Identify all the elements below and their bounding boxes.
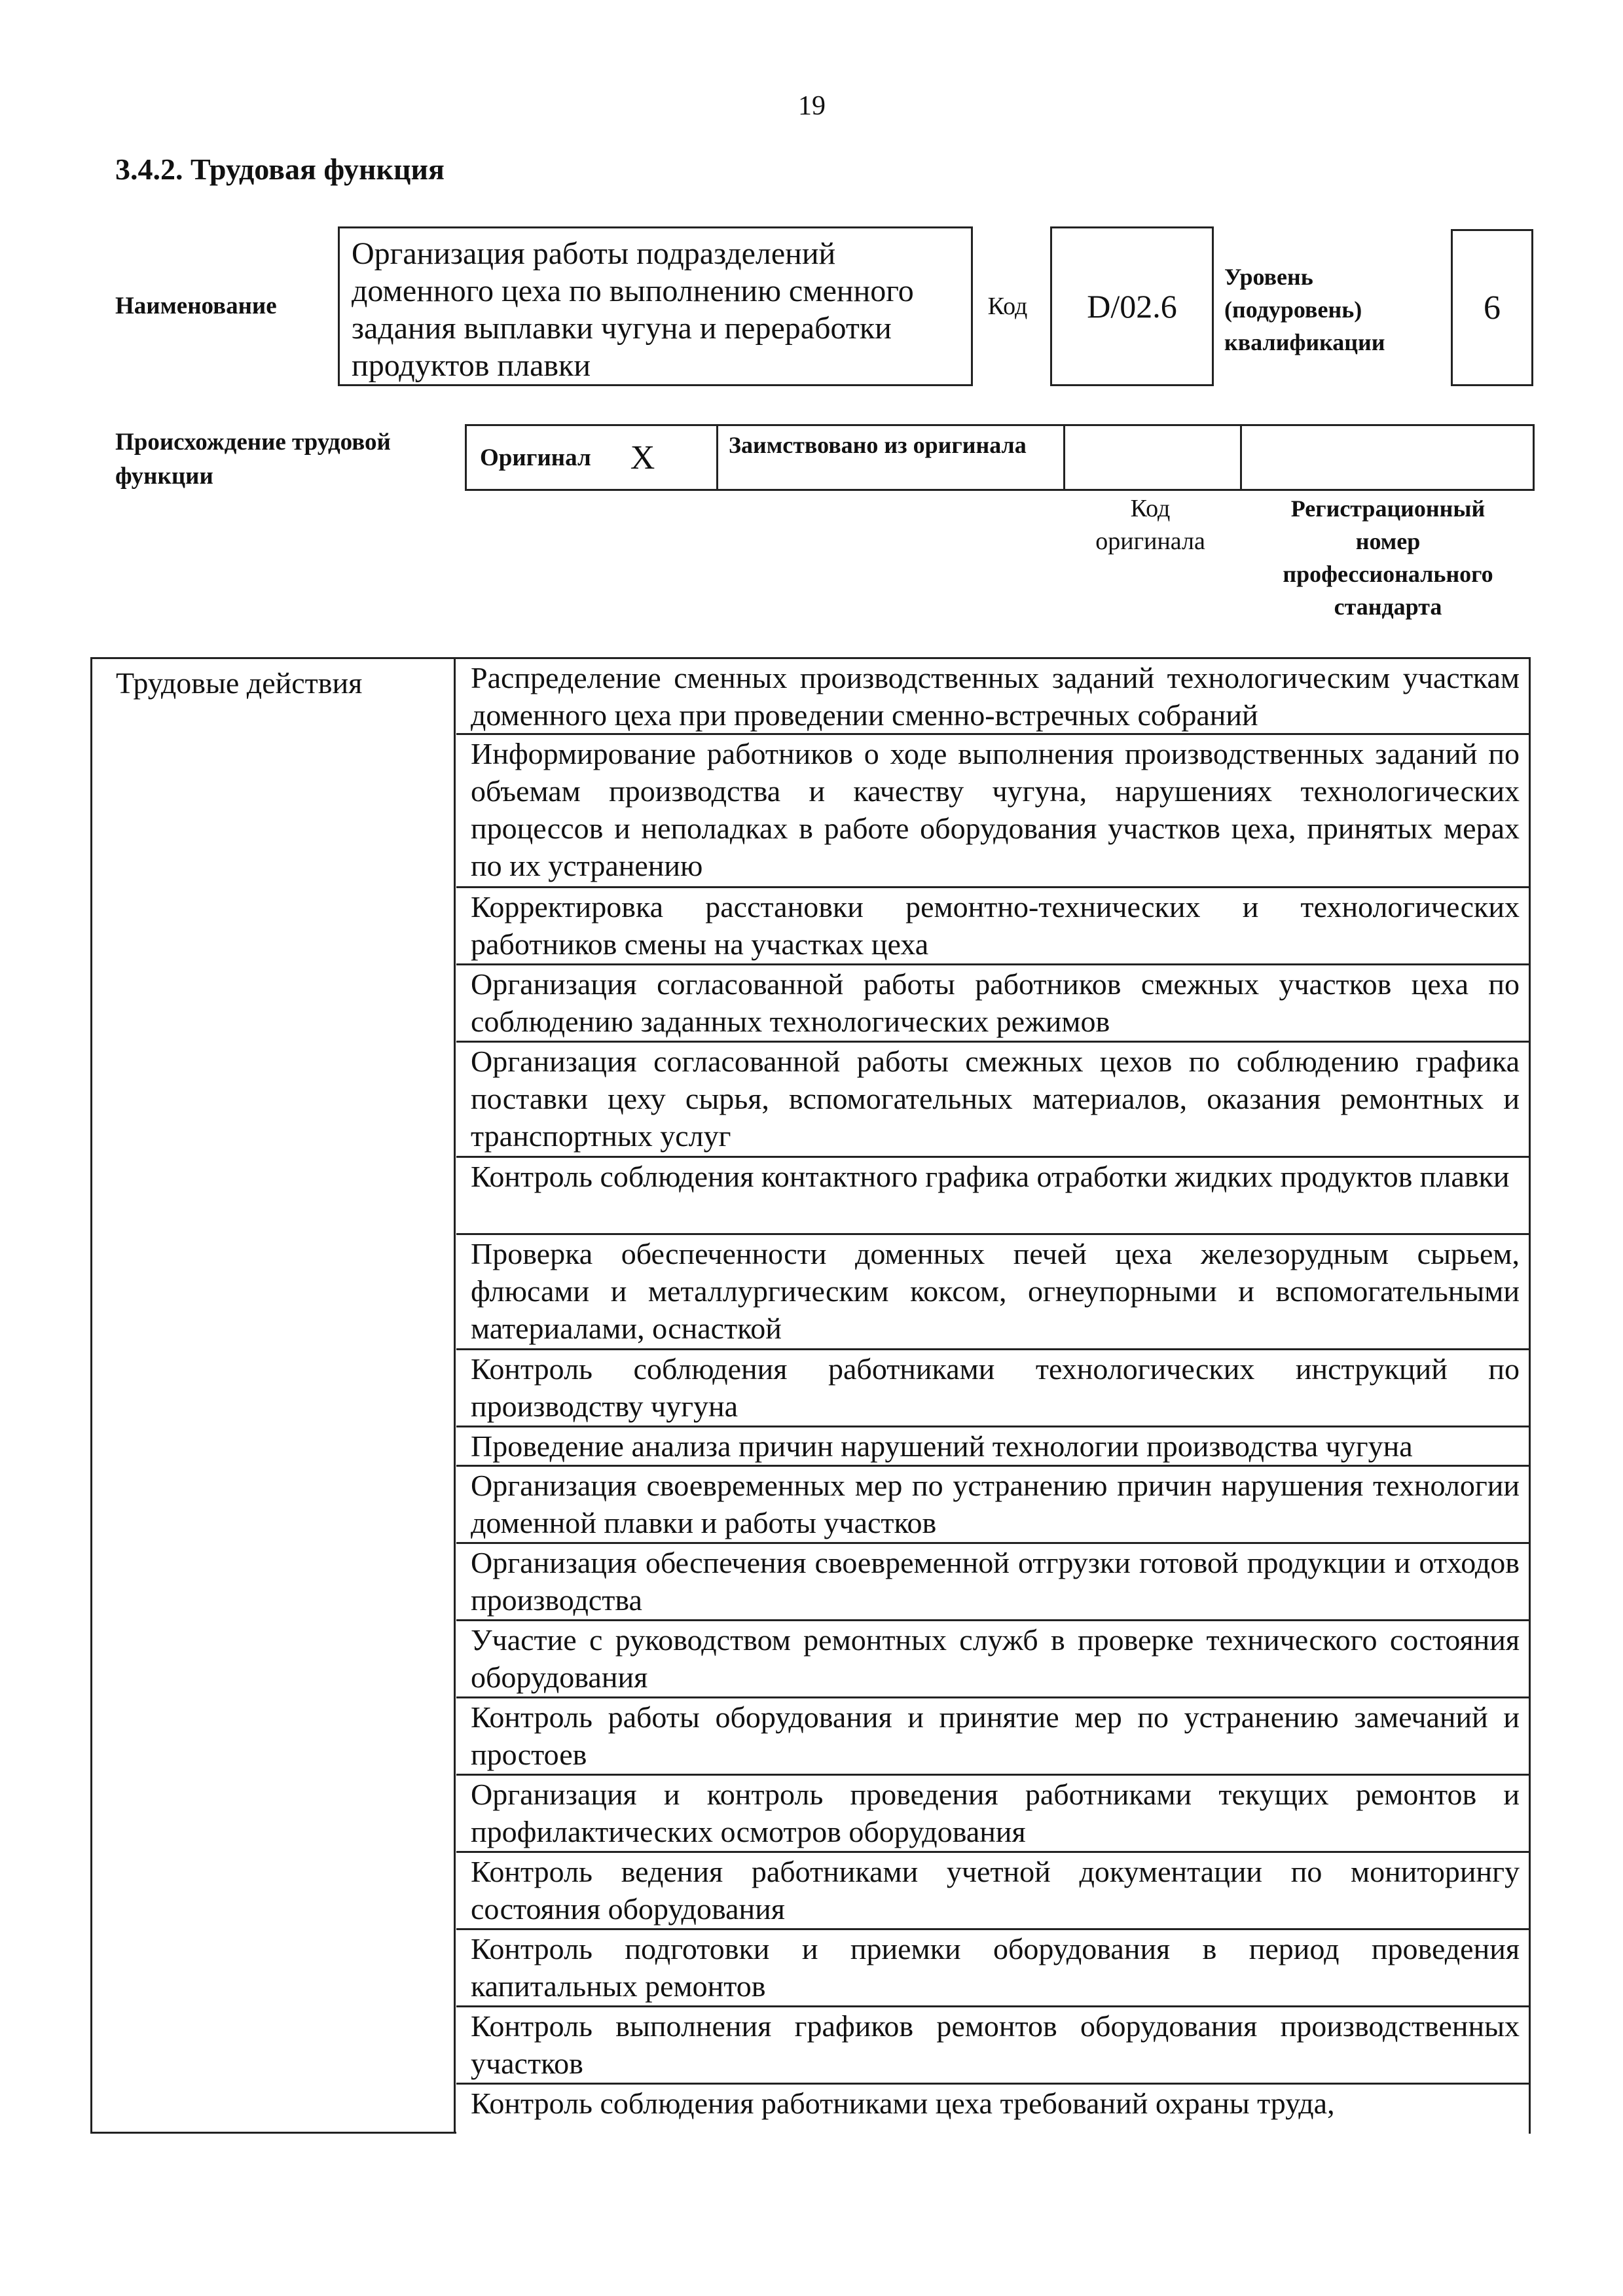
level-label-line-3: квалификации — [1224, 329, 1385, 355]
labor-actions-label: Трудовые действия — [116, 666, 363, 700]
labor-action-row: Организация своевременных мер по устранению причин нарушения технологии доменной плавки и работы участков — [456, 1467, 1529, 1544]
caption-reg-line-2: номер — [1355, 528, 1421, 554]
labor-action-row: Проведение анализа причин нарушений технологии производства чугуна — [456, 1427, 1529, 1467]
level-label-line-2: (подуровень) — [1224, 296, 1362, 323]
page-number: 19 — [798, 91, 826, 121]
column-divider — [454, 659, 456, 2134]
qualification-level-label — [1224, 260, 1385, 359]
registration-number-caption — [1244, 492, 1532, 623]
origin-label: Происхождение трудовой функции — [115, 429, 391, 490]
labor-action-row: Контроль ведения работниками учетной документации по мониторингу состояния оборудования — [456, 1853, 1529, 1930]
labor-action-row: Организация обеспечения своевременной отгрузки готовой продукции и отходов производства — [456, 1544, 1529, 1621]
original-code-caption — [1062, 492, 1239, 558]
caption-reg-line-4: стандарта — [1334, 594, 1442, 620]
labor-actions-list — [456, 659, 1529, 2124]
labor-action-row: Контроль работы оборудования и принятие мер по устранению замечаний и простоев — [456, 1698, 1529, 1776]
labor-action-row: Организация и контроль проведения работниками текущих ремонтов и профилактических осмотров оборудования — [456, 1776, 1529, 1853]
code-label: Код — [987, 293, 1028, 320]
labor-action-row: Корректировка расстановки ремонтно-технических и технологических работников смены на участках цеха — [456, 888, 1529, 965]
borrowed-cell: Заимствовано из оригинала — [718, 426, 1065, 489]
caption-reg-line-3: профессионального — [1283, 561, 1493, 587]
registration-number-cell — [1242, 426, 1533, 489]
section-title: 3.4.2. Трудовая функция — [115, 152, 445, 186]
name-label: Наименование — [115, 293, 277, 319]
labor-action-row: Контроль подготовки и приемки оборудования в период проведения капитальных ремонтов — [456, 1930, 1529, 2007]
origin-table — [465, 424, 1535, 491]
label-column-bottom-border — [92, 2132, 456, 2134]
labor-action-row: Контроль выполнения графиков ремонтов оборудования производственных участков — [456, 2007, 1529, 2085]
labor-action-row: Организация согласованной работы смежных цехов по соблюдению графика поставки цеху сырья, вспомогательных материалов, оказания ремонтных и транспортных услуг — [456, 1043, 1529, 1158]
caption-reg-line-1: Регистрационный — [1290, 495, 1486, 522]
level-label-line-1: Уровень — [1224, 264, 1313, 290]
code-value-box: D/02.6 — [1050, 226, 1214, 386]
labor-action-row: Участие с руководством ремонтных служб в проверке технического состояния оборудования — [456, 1621, 1529, 1698]
original-code-cell — [1065, 426, 1242, 489]
labor-action-row: Контроль соблюдения контактного графика отработки жидких продуктов плавки — [456, 1158, 1529, 1235]
original-cell — [467, 426, 718, 489]
labor-action-row: Распределение сменных производственных заданий технологическим участкам доменного цеха при проведении сменно-встречных собраний — [456, 659, 1529, 735]
qualification-level-box: 6 — [1451, 229, 1533, 386]
labor-action-row: Контроль соблюдения работниками технологических инструкций по производству чугуна — [456, 1350, 1529, 1427]
labor-action-row: Контроль соблюдения работниками цеха требований охраны труда, — [471, 2087, 1335, 2120]
labor-action-row: Информирование работников о ходе выполнения производственных заданий по объемам производства и качеству чугуна, нарушениях технологических процессов и неполадках в работе оборудования участков цеха, принятых мерах по их устранению — [456, 735, 1529, 888]
labor-action-row: Организация согласованной работы работников смежных участков цеха по соблюдению заданных технологических режимов — [456, 965, 1529, 1043]
caption-code-line-2: оригинала — [1095, 528, 1205, 555]
original-mark: X — [630, 439, 655, 476]
original-label: Оригинал — [480, 444, 591, 471]
function-name-box: Организация работы подразделений доменного цеха по выполнению сменного задания выплавки чугуна и переработки продуктов плавки — [338, 226, 973, 386]
labor-actions-table — [90, 657, 1531, 2134]
caption-code-line-1: Код — [1130, 495, 1171, 522]
labor-action-row: Проверка обеспеченности доменных печей цеха железорудным сырьем, флюсами и металлургическим коксом, огнеупорными и вспомогательными материалами, оснасткой — [456, 1235, 1529, 1350]
